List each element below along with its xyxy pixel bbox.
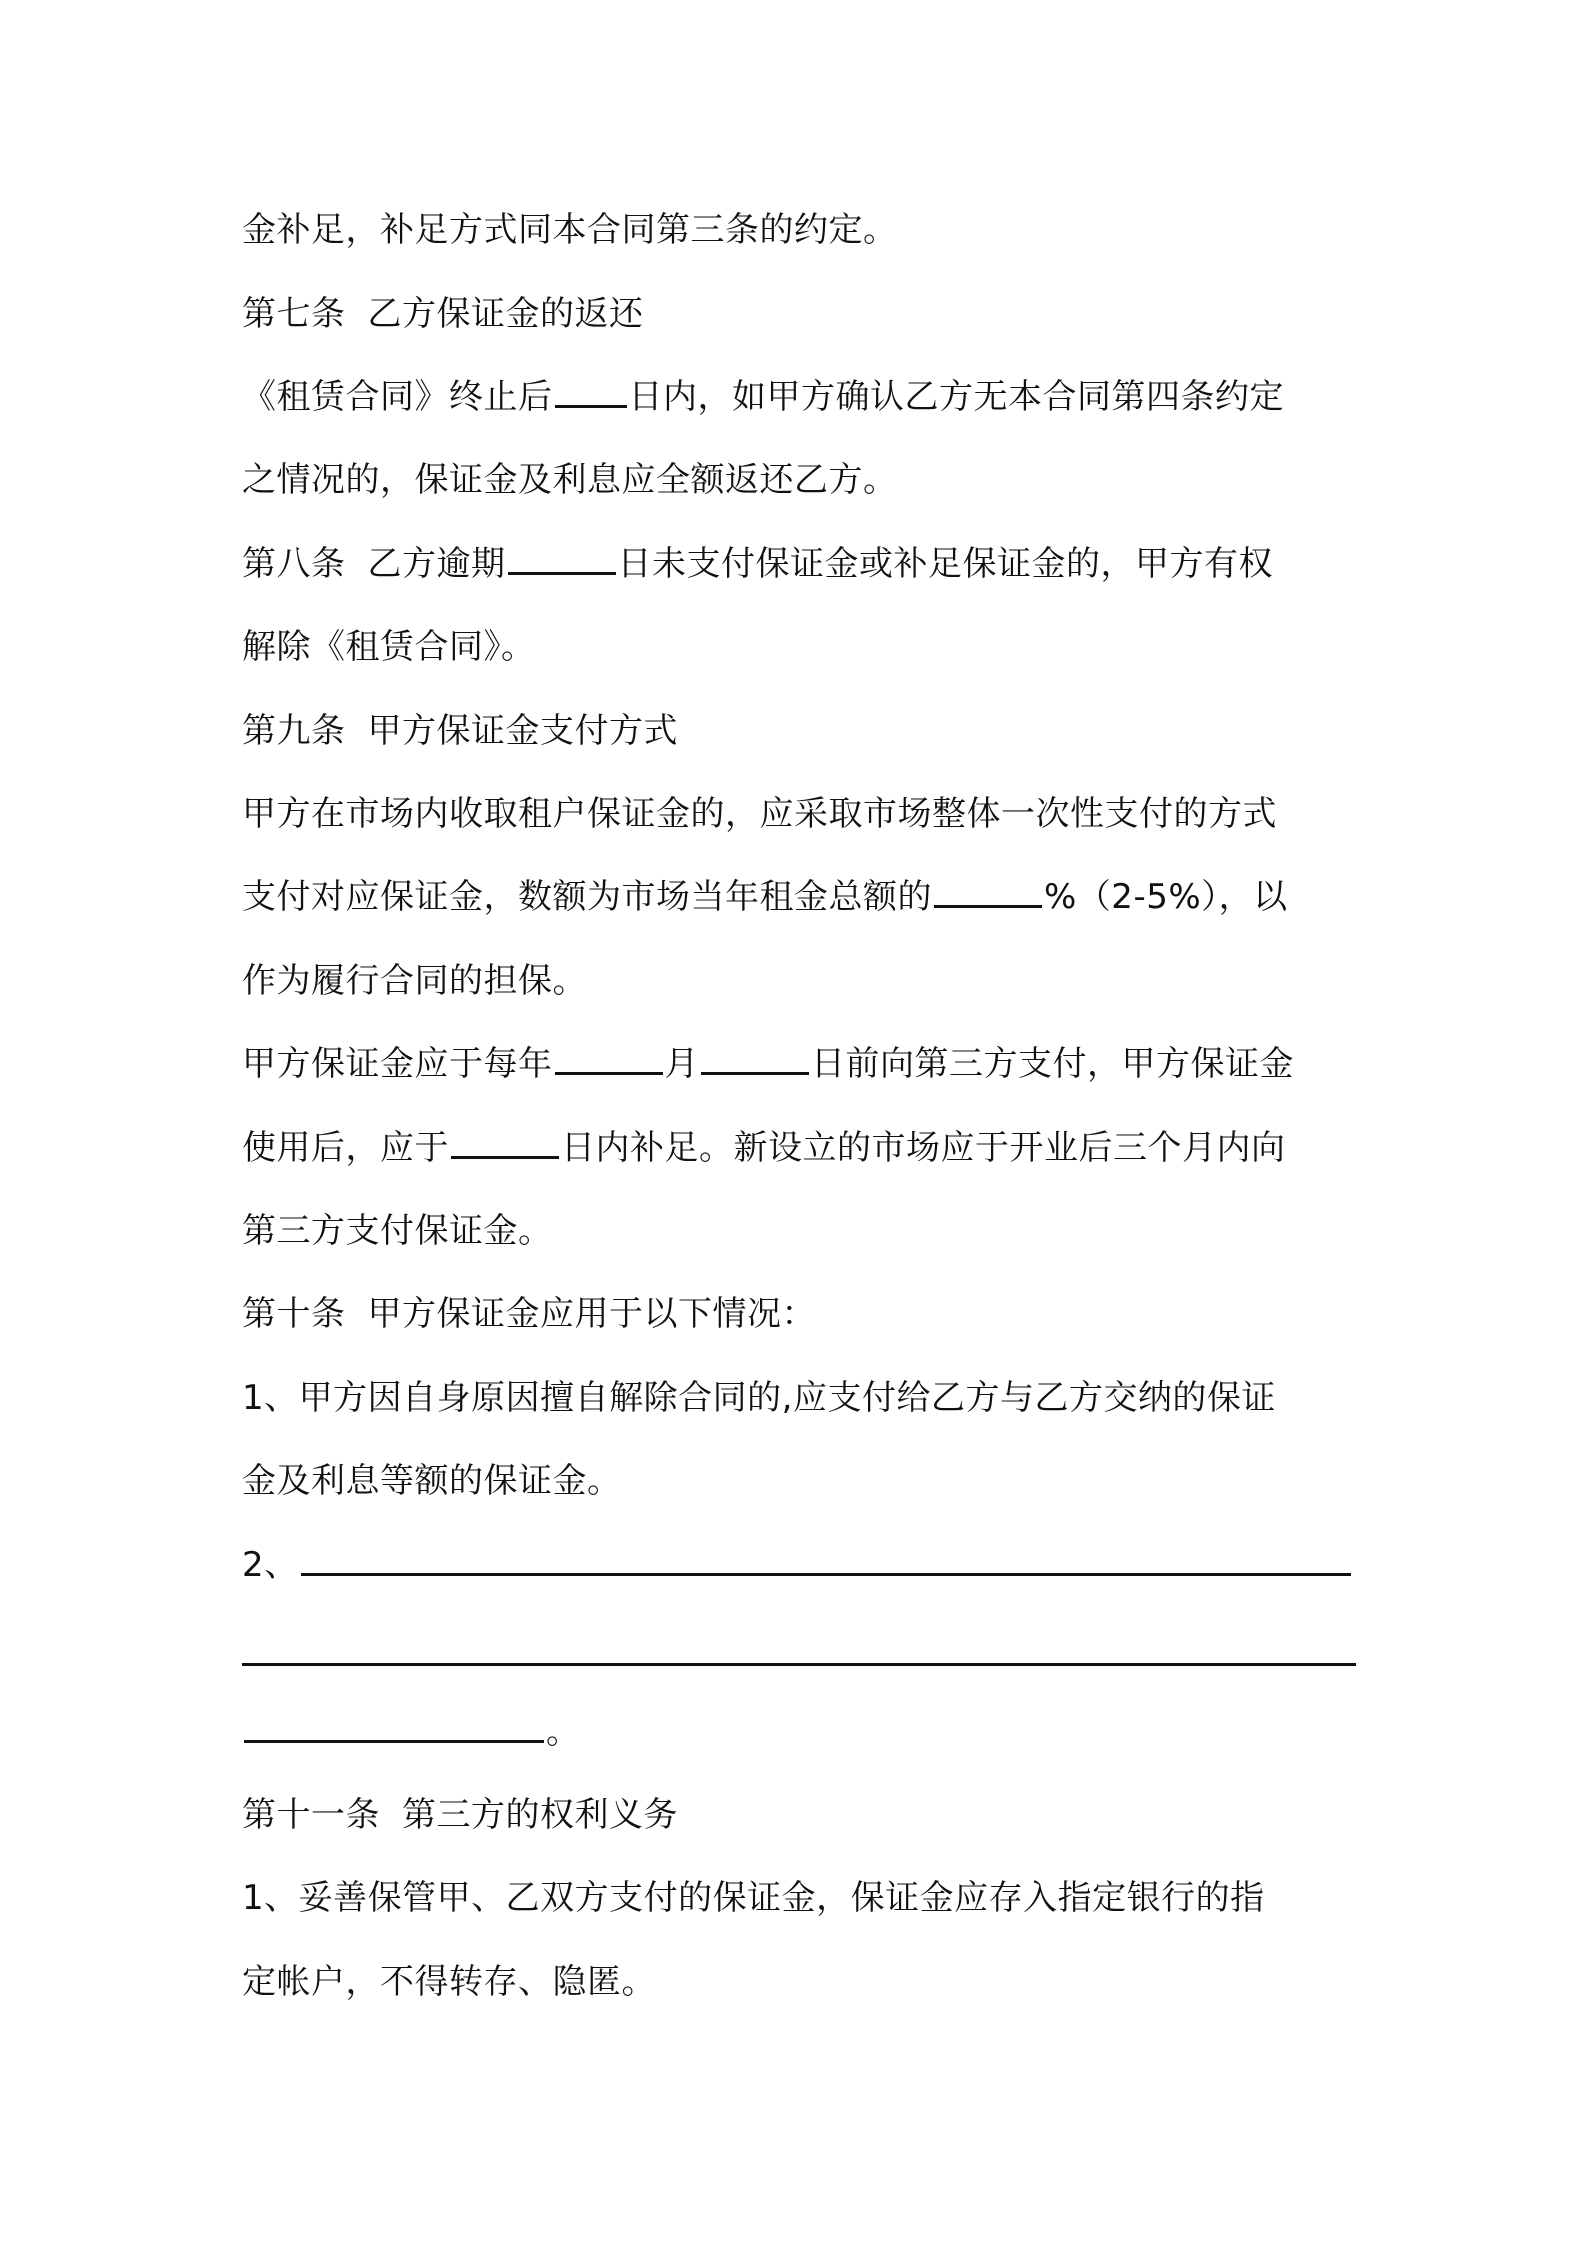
text-line xyxy=(242,1543,1353,1587)
paragraph-text: 第三方支付保证金。 xyxy=(242,1211,553,1251)
paragraph-text: 日内，如甲方确认乙方无本合同第四条约定 xyxy=(628,377,1284,417)
paragraph-text: 月 xyxy=(664,1044,699,1084)
text-line xyxy=(242,1459,622,1503)
paragraph-text: 使用后，应于 xyxy=(242,1128,449,1168)
text-line xyxy=(242,208,898,252)
article-heading xyxy=(242,1292,816,1336)
article-title: 甲方保证金应用于以下情况： xyxy=(367,1294,816,1334)
list-number: 2、 xyxy=(242,1545,299,1585)
article-heading xyxy=(242,1793,678,1837)
article-heading xyxy=(242,292,644,336)
text-line xyxy=(242,375,1284,419)
article-title: 乙方保证金的返还 xyxy=(367,294,644,334)
fill-in-blank[interactable] xyxy=(244,1710,544,1743)
article-number: 第十一条 xyxy=(242,1795,380,1835)
text-line xyxy=(242,1042,1294,1086)
paragraph-text: 甲方保证金应于每年 xyxy=(242,1044,553,1084)
article-number: 第九条 xyxy=(242,711,346,751)
paragraph-text: 甲方在市场内收取租户保证金的，应采取市场整体一次性支付的方式 xyxy=(242,794,1277,834)
fill-in-rule[interactable] xyxy=(242,1663,1356,1666)
text-line xyxy=(242,959,587,1003)
text-line xyxy=(242,1710,581,1754)
paragraph-text: 解除《租赁合同》。 xyxy=(242,627,536,667)
paragraph-text: 。 xyxy=(546,1712,581,1752)
paragraph-text: 乙方逾期 xyxy=(367,544,506,584)
text-line xyxy=(242,1126,1286,1170)
paragraph-text: 之情况的，保证金及利息应全额返还乙方。 xyxy=(242,460,898,500)
paragraph-text: 日前向第三方支付，甲方保证金 xyxy=(811,1044,1294,1084)
fill-in-blank[interactable] xyxy=(934,875,1042,908)
fill-in-blank[interactable] xyxy=(508,542,616,575)
text-line xyxy=(242,792,1277,836)
text-line xyxy=(242,875,1288,919)
text-line xyxy=(242,1876,1265,1920)
paragraph-text: 作为履行合同的担保。 xyxy=(242,961,587,1001)
paragraph-text: 日未支付保证金或补足保证金的，甲方有权 xyxy=(617,544,1273,584)
fill-in-blank[interactable] xyxy=(555,375,627,408)
article-number: 第八条 xyxy=(242,544,346,584)
article-number: 第十条 xyxy=(242,1294,346,1334)
paragraph-text: 日内补足。新设立的市场应于开业后三个月内向 xyxy=(561,1128,1286,1168)
paragraph-text: 金补足，补足方式同本合同第三条的约定。 xyxy=(242,210,898,250)
article-number: 第七条 xyxy=(242,294,346,334)
paragraph-text: %（2-5%），以 xyxy=(1044,877,1288,917)
paragraph-text: 金及利息等额的保证金。 xyxy=(242,1461,622,1501)
fill-in-blank[interactable] xyxy=(451,1126,559,1159)
fill-in-blank[interactable] xyxy=(701,1042,809,1075)
paragraph-text: 支付对应保证金，数额为市场当年租金总额的 xyxy=(242,877,932,917)
paragraph-text: 《租赁合同》终止后 xyxy=(242,377,553,417)
fill-in-blank[interactable] xyxy=(301,1543,1351,1576)
article-heading xyxy=(242,709,678,753)
paragraph-text: 1、甲方因自身原因擅自解除合同的,应支付给乙方与乙方交纳的保证 xyxy=(242,1378,1276,1418)
article-heading xyxy=(242,542,1273,586)
text-line xyxy=(242,1209,553,1253)
paragraph-text: 1、妥善保管甲、乙双方支付的保证金，保证金应存入指定银行的指 xyxy=(242,1878,1265,1918)
article-title: 第三方的权利义务 xyxy=(402,1795,678,1835)
text-line xyxy=(242,625,536,669)
text-line xyxy=(242,458,898,502)
text-line xyxy=(242,1376,1276,1420)
paragraph-text: 定帐户，不得转存、隐匿。 xyxy=(242,1962,656,2002)
text-line xyxy=(242,1960,656,2004)
fill-in-blank[interactable] xyxy=(555,1042,663,1075)
article-title: 甲方保证金支付方式 xyxy=(367,711,678,751)
